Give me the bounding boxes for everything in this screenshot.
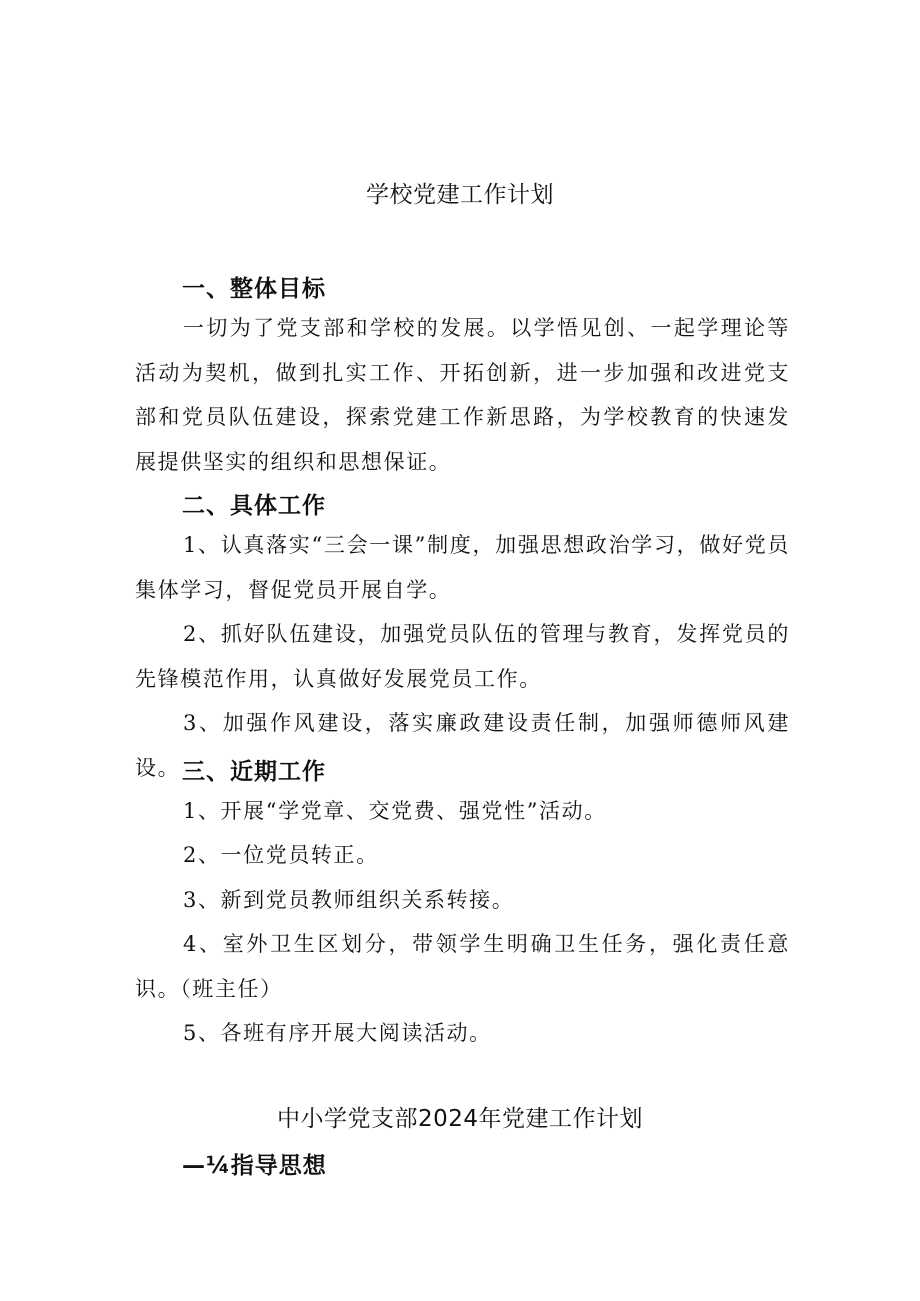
list-item-specific-3: 3、加强作风建设，落实廉政建设责任制，加强师德师风建设。 [135, 711, 790, 780]
list-item-specific-2: 2、抓好队伍建设，加强党员队伍的管理与教育，发挥党员的先锋模范作用，认真做好发展党员工作。 [135, 622, 790, 691]
list-item-recent-1: 1、开展“学党章、交党费、强党性”活动。 [183, 799, 607, 823]
list-item-recent-5: 5、各班有序开展大阅读活动。 [183, 1021, 492, 1045]
list-item-recent-3: 3、新到党员教师组织关系转接。 [183, 888, 515, 912]
list-item-recent-2: 2、一位党员转正。 [183, 843, 379, 867]
list-item-recent-4: 4、室外卫生区划分，带领学生明确卫生任务，强化责任意识。（班主任） [135, 932, 790, 1001]
section-heading-specific-work: 二、具体工作 [182, 493, 326, 519]
list-item-specific-1: 1、认真落实“三会一课”制度，加强思想政治学习，做好党员集体学习，督促党员开展自学。 [135, 533, 790, 602]
document-title: 学校党建工作计划 [366, 182, 554, 208]
second-document-title: 中小学党支部2024年党建工作计划 [276, 1106, 644, 1132]
paragraph-goals: 一切为了党支部和学校的发展。以学悟见创、一起学理论等活动为契机，做到扎实工作、开拓创新，进一步加强和改进党支部和党员队伍建设，探索党建工作新思路，为学校教育的快速发展提供坚实的组织和思想保证。 [135, 316, 790, 474]
section-heading-goals: 一、整体目标 [182, 276, 326, 302]
section-heading-guiding-ideology: —¼指导思想 [182, 1153, 327, 1179]
section-heading-recent-work: 三、近期工作 [182, 759, 326, 785]
